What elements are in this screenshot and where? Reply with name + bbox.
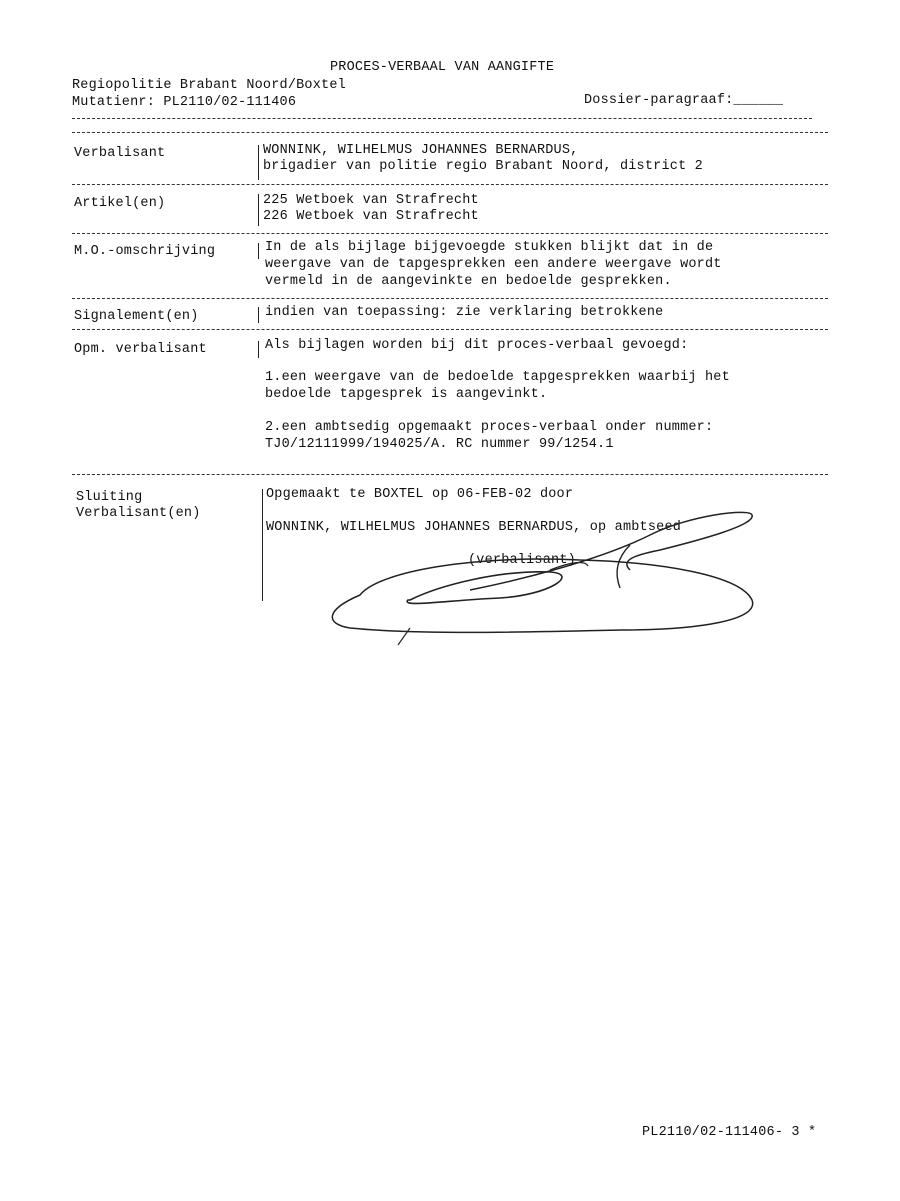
artikelen-label: Artikel(en) — [74, 196, 166, 211]
bijlage-1-line-2: bedoelde tapgesprek is aangevinkt. — [265, 387, 548, 402]
mo-line-2: weergave van de tapgesprekken een andere weergave wordt — [265, 257, 722, 272]
separator — [72, 474, 828, 475]
mutatie-number: Mutatienr: PL2110/02-111406 — [72, 95, 297, 110]
signalement-label: Signalement(en) — [74, 309, 199, 324]
column-divider — [258, 145, 259, 180]
column-divider — [262, 489, 263, 601]
separator — [72, 184, 828, 185]
signalement-text: indien van toepassing: zie verklaring betrokkene — [265, 305, 664, 320]
opmerkingen-label: Opm. verbalisant — [74, 342, 207, 357]
signature-image — [320, 500, 770, 650]
separator — [72, 329, 828, 330]
page-reference: PL2110/02-111406- 3 * — [642, 1125, 817, 1140]
column-divider — [258, 341, 259, 358]
mo-line-3: vermeld in de aangevinkte en bedoelde gesprekken. — [265, 274, 672, 289]
column-divider — [258, 243, 259, 259]
organisation-name: Regiopolitie Brabant Noord/Boxtel — [72, 78, 346, 93]
document-title: PROCES-VERBAAL VAN AANGIFTE — [330, 60, 555, 75]
bijlage-2-line-1: 2.een ambtsedig opgemaakt proces-verbaal onder nummer: — [265, 420, 714, 435]
artikel-225: 225 Wetboek van Strafrecht — [263, 193, 479, 208]
column-divider — [258, 307, 259, 323]
bijlage-1-line-1: 1.een weergave van de bedoelde tapgesprekken waarbij het — [265, 370, 730, 385]
dossier-paragraaf-field: Dossier-paragraaf:______ — [584, 93, 784, 108]
verbalisant-name: WONNINK, WILHELMUS JOHANNES BERNARDUS, — [263, 143, 579, 158]
mo-line-1: In de als bijlage bijgevoegde stukken blijkt dat in de — [265, 240, 714, 255]
separator — [72, 118, 812, 119]
separator — [72, 233, 828, 234]
artikel-226: 226 Wetboek van Strafrecht — [263, 209, 479, 224]
mo-label: M.O.-omschrijving — [74, 244, 216, 259]
verbalisant-rank: brigadier van politie regio Brabant Noord, district 2 — [263, 159, 703, 174]
verbalisant-signoff: WONNINK, WILHELMUS JOHANNES BERNARDUS, op ambtseed — [266, 520, 682, 535]
separator — [72, 132, 828, 133]
verbalisant-caption: (verbalisant) — [468, 553, 576, 568]
column-divider — [258, 194, 259, 226]
separator — [72, 298, 828, 299]
opmerkingen-intro: Als bijlagen worden bij dit proces-verbaal gevoegd: — [265, 338, 689, 353]
verbalisant-label: Verbalisant — [74, 146, 166, 161]
bijlage-2-line-2: TJ0/12111999/194025/A. RC nummer 99/1254.1 — [265, 437, 614, 452]
verbalisanten-label: Verbalisant(en) — [76, 506, 201, 521]
opgemaakt-text: Opgemaakt te BOXTEL op 06-FEB-02 door — [266, 487, 574, 502]
sluiting-label: Sluiting — [76, 490, 143, 505]
